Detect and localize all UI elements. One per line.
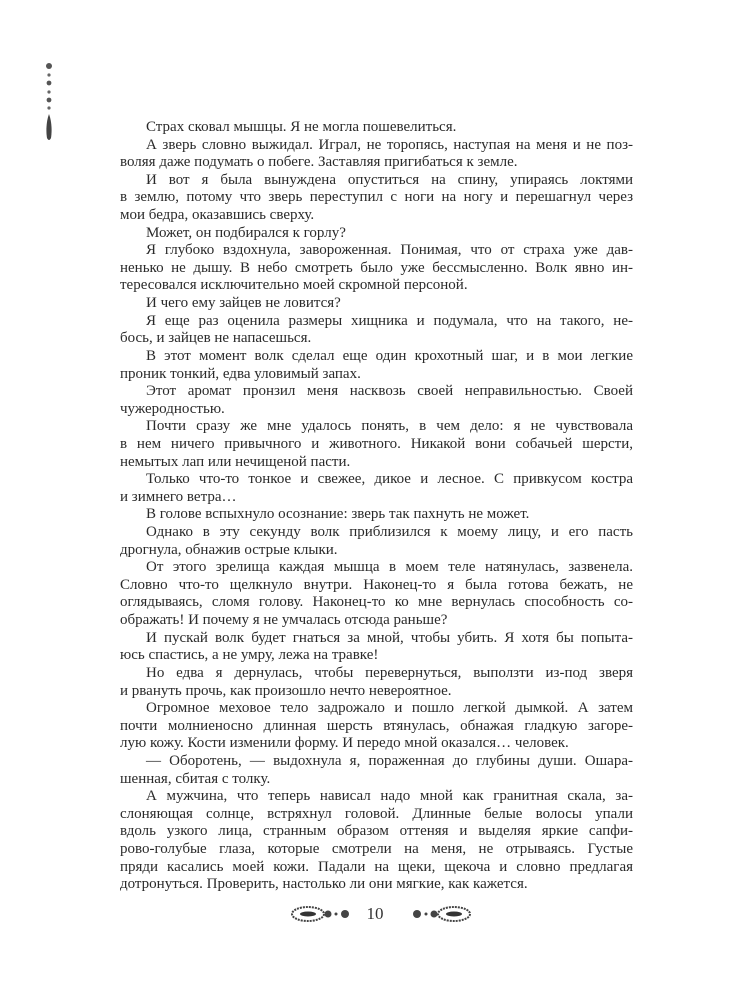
- text-line: И вот я была вынуждена опуститься на спину, упираясь локтями: [146, 171, 633, 188]
- text-line: воляя даже подумать о побеге. Заставляя пригибаться к земле.: [120, 154, 518, 171]
- text-line: В голове вспыхнуло осознание: зверь так пахнуть не может.: [146, 506, 530, 523]
- body-text: [120, 119, 633, 894]
- text-line: в нем ничего привычного и животного. Никакой вони собачьей шерсти,: [120, 435, 633, 452]
- text-line: тересовался исключительно моей скромной персоной.: [120, 277, 468, 294]
- text-line: Только что-то тонкое и свежее, дикое и лесное. С привкусом костра: [146, 471, 633, 488]
- text-line: пряди касались моей кожи. Падали на щеки, щекоча и словно предлагая: [120, 858, 633, 875]
- footer-ornament-left-icon: [290, 904, 352, 924]
- text-line: юсь спастись, а не умру, лежа на травке!: [120, 647, 379, 664]
- text-line: лую кожу. Кости изменили форму. И передо мной оказался… человек.: [120, 735, 569, 752]
- text-line: слоняющая солнце, встряхнул головой. Длинные белые волосы упали: [120, 805, 633, 822]
- text-line: чужеродностью.: [120, 400, 225, 417]
- text-line: шенная, сбитая с толку.: [120, 770, 271, 787]
- text-line: рово-голубые глаза, которые смотрели на меня, не отрываясь. Густые: [120, 840, 633, 857]
- text-line: в землю, потому что зверь переступил с ноги на ногу и перешагнул через: [120, 189, 633, 206]
- text-line: дрогнула, обнажив острые клыки.: [120, 541, 338, 558]
- text-line: немытых лап или нечищеной пасти.: [120, 453, 351, 470]
- text-line: Но едва я дернулась, чтобы перевернуться, выползти из-под зверя: [146, 664, 633, 681]
- text-line: и рвануть прочь, как произошло нечто невероятное.: [120, 682, 452, 699]
- side-ornament-icon: [42, 62, 56, 142]
- text-line: Словно что-то щелкнуло внутри. Наконец-то я была готова бежать, не: [120, 576, 633, 593]
- text-line: ненько не дышу. В небо смотреть было уже бессмысленно. Волк явно ин-: [120, 259, 633, 276]
- text-line: А зверь словно выжидал. Играл, не торопясь, наступая на меня и не поз-: [146, 136, 633, 153]
- text-line: А мужчина, что теперь нависал надо мной как гранитная скала, за-: [146, 788, 633, 805]
- text-line: почти молниеносно длинная шерсть втянулась, обнажая гладкую загоре-: [120, 717, 633, 734]
- text-line: и зимнего ветра…: [120, 488, 237, 505]
- text-line: Этот аромат пронзил меня насквозь своей неправильностью. Своей: [146, 383, 633, 400]
- text-line: оглядываясь, сломя голову. Наконец-то ко мне вернулась способность со-: [120, 594, 633, 611]
- text-line: И пускай волк будет гнаться за мной, чтобы убить. Я хотя бы попыта-: [146, 629, 633, 646]
- text-line: В этот момент волк сделал еще один крохотный шаг, и в мои легкие: [146, 347, 633, 364]
- text-line: Я еще раз оценила размеры хищника и подумала, что на такого, не-: [146, 312, 633, 329]
- text-line: От этого зрелища каждая мышца в моем теле натянулась, зазвенела.: [146, 559, 633, 576]
- text-line: вдоль узкого лица, странным образом оттеняя и выделяя яркие сапфи-: [120, 823, 633, 840]
- text-line: Страх сковал мышцы. Я не могла пошевелиться.: [146, 119, 457, 135]
- text-line: проник тонкий, едва уловимый запах.: [120, 365, 361, 382]
- text-line: Огромное меховое тело задрожало и пошло легкой дымкой. А затем: [146, 700, 633, 717]
- text-line: Может, он подбирался к горлу?: [146, 224, 346, 241]
- text-line: И чего ему зайцев не ловится?: [146, 295, 341, 312]
- text-line: мои бедра, оказавшись сверху.: [120, 207, 315, 224]
- footer-ornament-right-icon: [410, 904, 472, 924]
- text-line: — Оборотень, — выдохнула я, пораженная до глубины души. Ошара-: [146, 752, 633, 769]
- text-line: дотронуться. Проверить, настолько ли они мягкие, как кажется.: [120, 876, 528, 893]
- page-number: 10: [366, 904, 384, 923]
- text-line: Однако в эту секунду волк приблизился к моему лицу, и его пасть: [146, 524, 633, 541]
- text-line: Почти сразу же мне удалось понять, в чем дело: я не чувствовала: [146, 418, 633, 435]
- text-line: Я глубоко вздохнула, завороженная. Понимая, что от страха уже дав-: [146, 242, 633, 259]
- text-line: ображать! И почему я не умчалась отсюда раньше?: [120, 612, 448, 629]
- page-footer: [0, 900, 750, 930]
- text-line: бось, и зайцев не напасешься.: [120, 330, 312, 347]
